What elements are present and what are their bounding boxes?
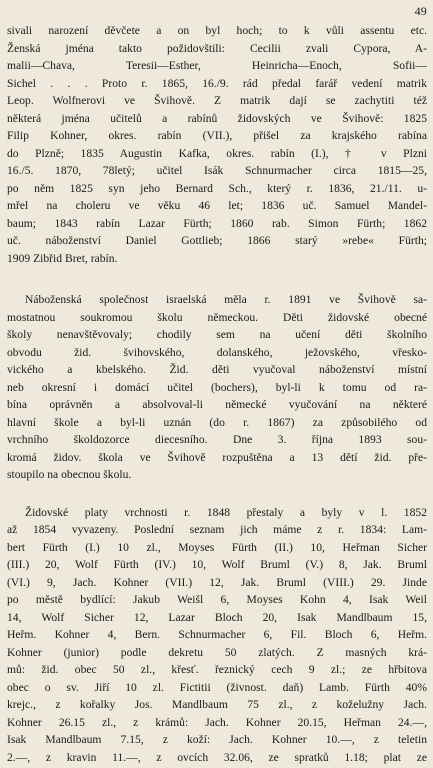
- text-line: obec o sv. Jiří 10 zl. Fictitii (živnost. daň) Lamb. Fürth 40%: [7, 680, 427, 694]
- text-line: mostatnou soukromou školu německou. Děti židovské obecné: [7, 310, 427, 324]
- paragraph-jewish-payments: [7, 504, 427, 767]
- text-line: hlavní škole a byl-li uznán (do r. 1867) za způsobilého od: [7, 415, 427, 429]
- text-line: bína oprávněn a absolvoval-li německé vyučování na některé: [7, 398, 427, 411]
- text-line: 16./5. 1870, 78letý; učitel Isák Schnurmacher circa 1815—25,: [7, 164, 427, 177]
- text-line: vrchního školdozorce diecesního. Dne 3. října 1893 sou-: [7, 433, 427, 446]
- text-line: Filip Kohner, okres. rabín (VII.), přišel za krajského rabína: [7, 129, 427, 142]
- text-line: Heřm. Kohner 4, Bern. Schnurmacher 6, Fil. Bloch 6, Heřm.: [7, 628, 427, 641]
- text-line: po něm 1825 syn jeho Bernard Sch., který r. 1836, 21./11. u-: [7, 181, 427, 195]
- text-line: 2.—, z kravin 11.—, z ovcích 32.06, ze spratků 1.18; plat ze: [7, 750, 427, 764]
- text-line: 1909 Zibřid Bret, rabín.: [7, 251, 118, 265]
- text-line: stoupilo na obecnou školu.: [7, 468, 132, 481]
- text-line: krejc., z kořalky Jos. Mandlbaum 75 zl., z koželužny Jach.: [7, 698, 427, 711]
- text-line: baum; 1843 rabín Lazar Fürth; 1860 rab. Simon Fürth; 1862: [7, 216, 427, 230]
- text-line: po městě bydlící: Jakub Weišl 6, Moyses Kohn 4, Isak Weil: [7, 593, 427, 606]
- text-line: Židovské platy vrchnosti r. 1848 přestaly a byly v l. 1852: [25, 505, 427, 519]
- text-line: kromá židov. škola ve Švihově rozpuštěna a 13 dětí žid. pře-: [7, 450, 427, 464]
- paragraph-jewish-school: [7, 291, 427, 484]
- text-line: některá jména učitelů a rabínů židovských ve Švihově: 1825: [7, 111, 427, 125]
- text-line: Sichel . . . Proto r. 1865, 16./9. rád předal farář vedení matrik: [7, 76, 427, 90]
- text-line: Kohner (junior) podle dekretu 50 zlatých. Z masných krá-: [7, 645, 427, 659]
- text-line: vického a kbelského. Žid. děti vyučoval náboženství místní: [7, 363, 427, 376]
- text-line: (III.) 20, Wolf Fürth (IV.) 10, Wolf Bruml (V.) 8, Jak. Bruml: [7, 558, 427, 571]
- text-line: Náboženská společnost israelská měla r. 1891 ve Švihově sa-: [25, 293, 427, 306]
- text-line: sivali narození děvčete a on byl hoch; to k vůli assentu etc.: [7, 24, 427, 37]
- text-line: Leop. Wolfnerovi ve Švihově. Z matrik dají se zachytiti též: [7, 94, 427, 107]
- text-line: 14, Wolf Sicher 12, Lazar Bloch 20, Isak Mandlbaum 15,: [7, 610, 427, 624]
- text-line: mřel na choleru ve věku 46 let; 1836 uč. Samuel Mandel-: [7, 199, 427, 212]
- text-line: Ženská jména takto požidovštili: Cecilii zvali Cypora, A-: [7, 41, 427, 55]
- page-number: 49: [414, 4, 427, 18]
- text-line: obvodu žid. švihovského, dolanského, ježovského, vřesko-: [7, 345, 427, 359]
- text-line: malii—Chava, Teresii—Esther, Heinricha—Enoch, Sofii—: [7, 59, 427, 72]
- text-line: bert Fürth (I.) 10 zl., Moyses Fürth (II.) 10, Heřman Sicher: [7, 540, 427, 554]
- text-line: Kohner 26.15 zl., z krámů: Jach. Kohner 20.15, Heřman 24.—,: [7, 715, 427, 729]
- text-line: do Plzně; 1835 Augustin Kafka, okres. rabín (I.), † v Plzni: [7, 146, 427, 160]
- text-line: neb okresní i domácí učitel (bochers), byl-li k tomu od ra-: [7, 380, 427, 394]
- text-line: mů: žid. obec 50 zl., křesť. řeznický cech 9 zl.; ze hřbitova: [7, 663, 427, 676]
- text-line: školy nenavštěvovaly; chodily sem na učení děti školního: [7, 328, 427, 341]
- paragraph-names-and-rabbis: [7, 22, 427, 267]
- text-line: až 1854 vyvazeny. Poslední seznam jich máme z r. 1834: Lam-: [7, 523, 427, 536]
- text-line: uč. náboženství Daniel Gottlieb; 1866 starý »rebe« Fürth;: [7, 234, 427, 247]
- text-line: Isak Mandlbaum 7.15, z koží: Jach. Kohner 10.—, z teletin: [7, 733, 427, 746]
- body-text: [7, 22, 427, 766]
- text-line: (VI.) 9, Jach. Kohner (VII.) 12, Jak. Bruml (VIII.) 29. Jinde: [7, 575, 427, 589]
